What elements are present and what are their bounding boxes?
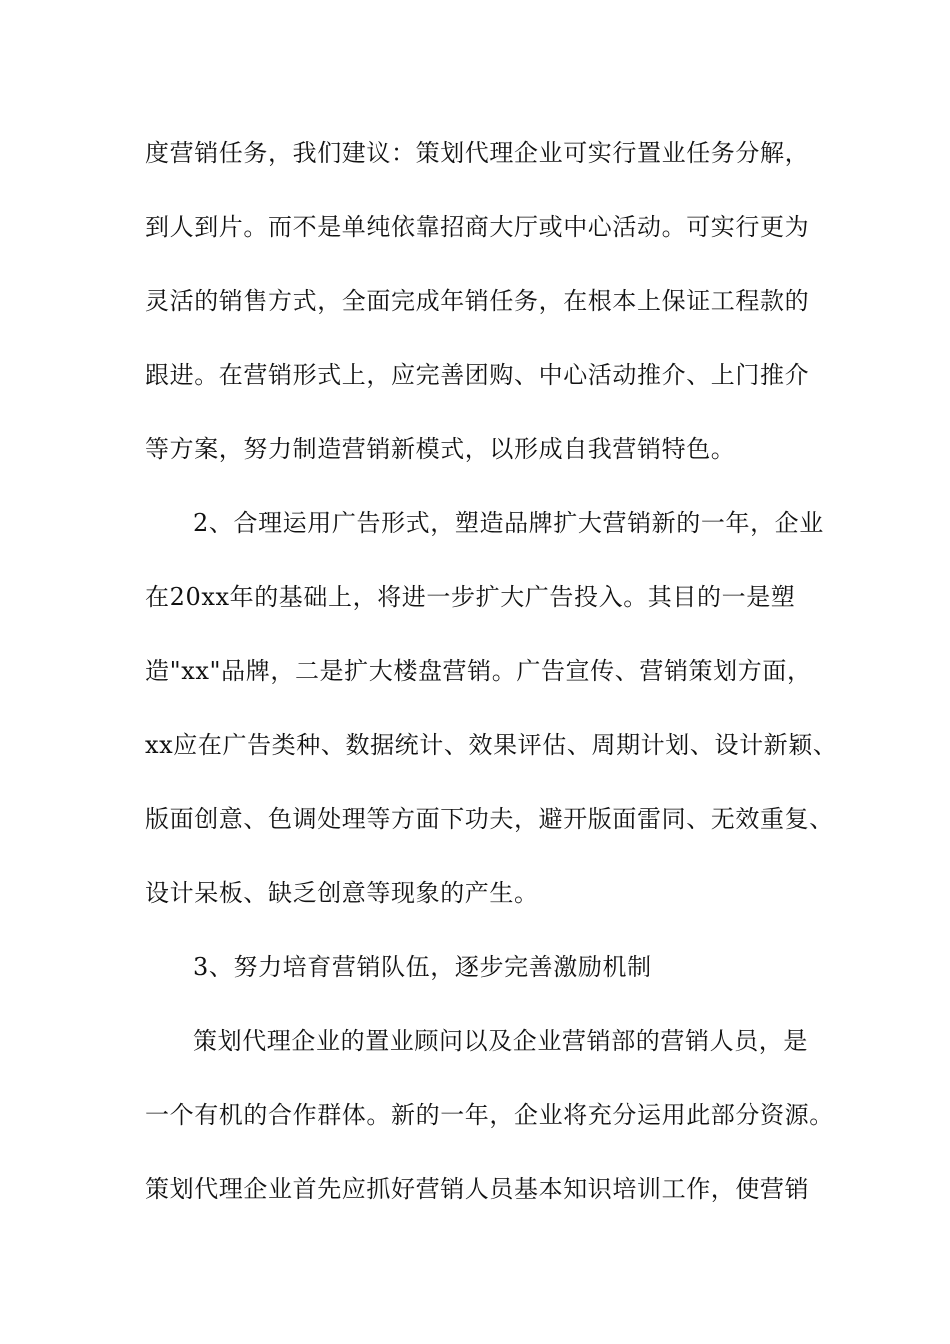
paragraph-heading: 2、合理运用广告形式，塑造品牌扩大营销新的一年，企业 [193,509,824,537]
text-line: 一个有机的合作群体。新的一年，企业将充分运用此部分资源。 [145,1101,834,1129]
text-line: 等方案，努力制造营销新模式，以形成自我营销特色。 [145,435,736,463]
text-line: 灵活的销售方式，全面完成年销任务，在根本上保证工程款的 [145,287,810,315]
text-line: 到人到片。而不是单纯依靠招商大厅或中心活动。可实行更为 [145,213,810,241]
text-line: 版面创意、色调处理等方面下功夫，避开版面雷同、无效重复、 [145,805,834,833]
section-heading: 3、努力培育营销队伍，逐步完善激励机制 [193,953,652,981]
text-line: 在20xx年的基础上，将进一步扩大广告投入。其目的一是塑 [145,583,796,611]
text-line: 设计呆板、缺乏创意等现象的产生。 [145,879,539,907]
text-line: xx应在广告类种、数据统计、效果评估、周期计划、设计新颖、 [145,731,838,759]
text-line: 跟进。在营销形式上，应完善团购、中心活动推介、上门推介 [145,361,810,389]
text-line: 度营销任务，我们建议：策划代理企业可实行置业任务分解， [145,139,810,167]
paragraph-start: 策划代理企业的置业顾问以及企业营销部的营销人员，是 [193,1027,808,1055]
text-line: 策划代理企业首先应抓好营销人员基本知识培训工作，使营销 [145,1175,810,1203]
text-line: 造"xx"品牌，二是扩大楼盘营销。广告宣传、营销策划方面， [145,657,812,685]
